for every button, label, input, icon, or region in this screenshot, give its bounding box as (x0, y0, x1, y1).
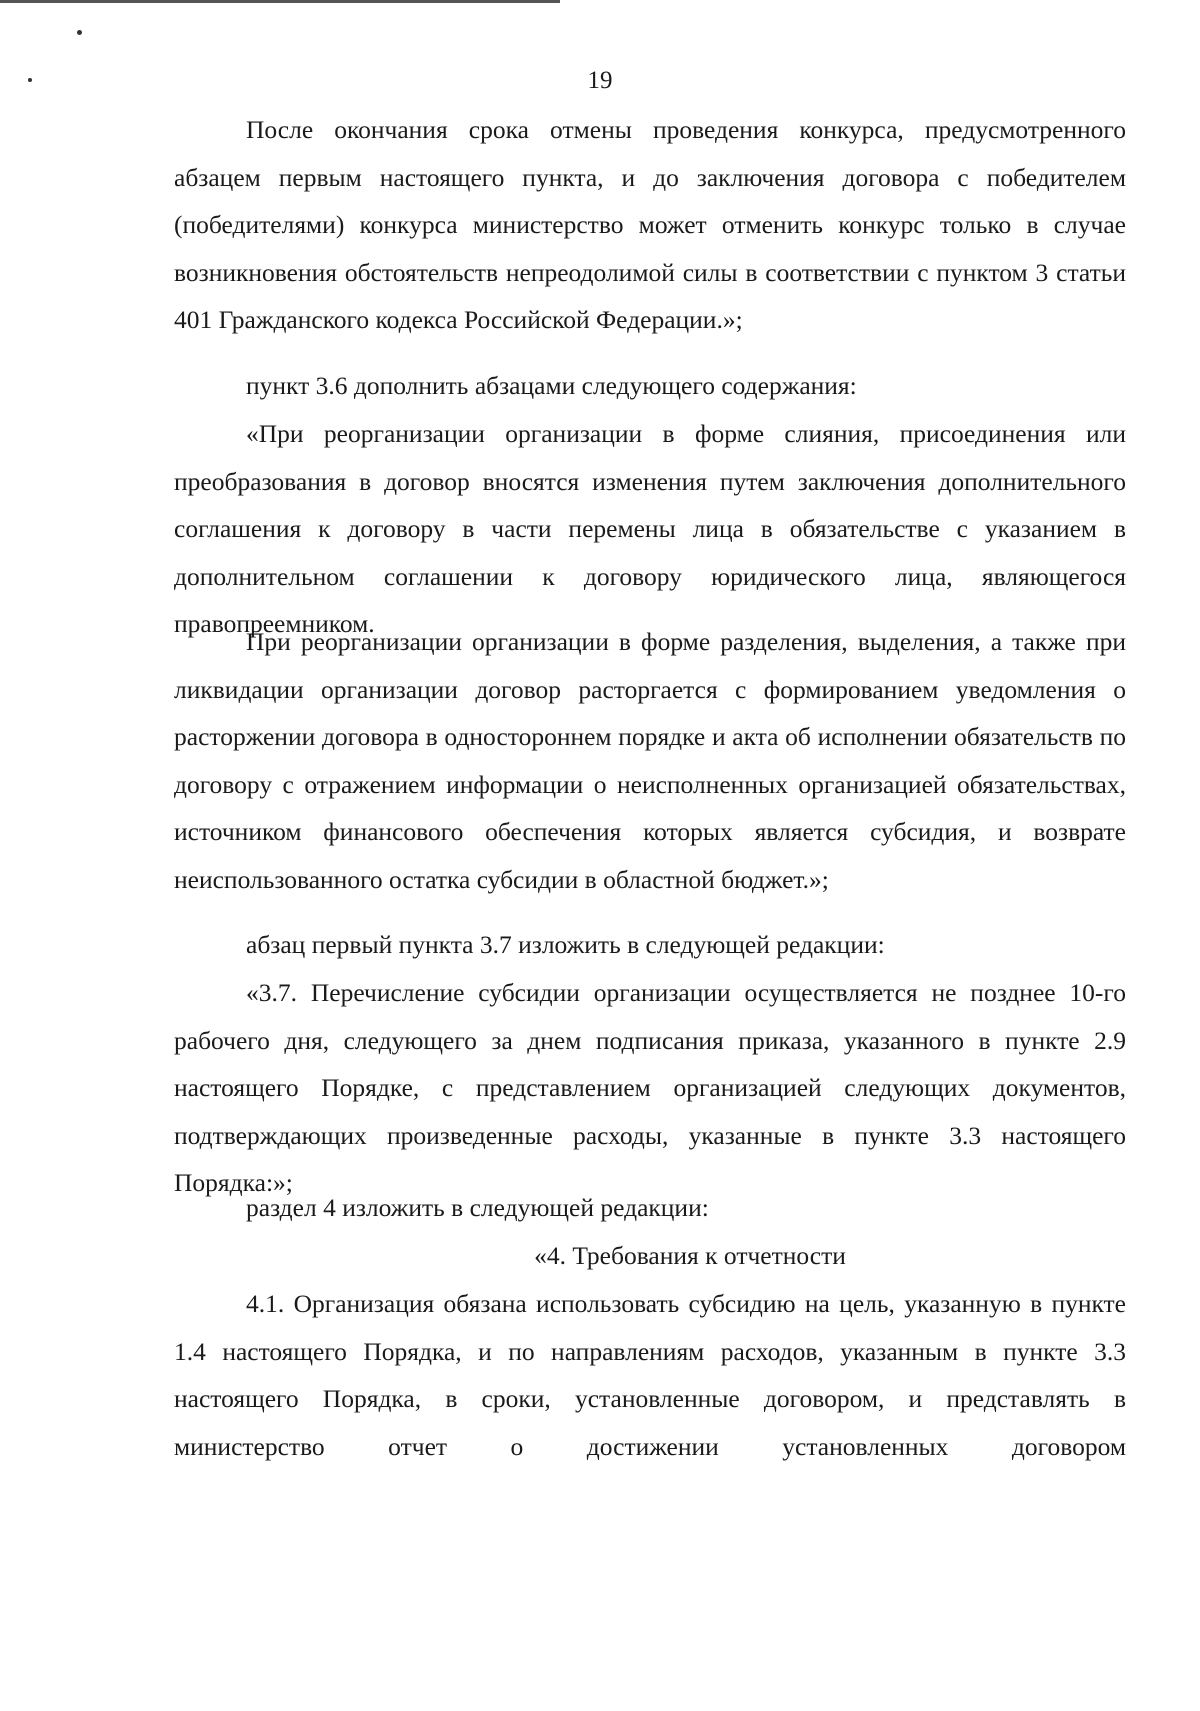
paragraph-amend-section-4: раздел 4 изложить в следующей редакции: (246, 1193, 709, 1222)
paragraph-amend-3-6: пункт 3.6 дополнить абзацами следующего содержания: (246, 371, 857, 400)
paragraph-reorganization-merger: «При реорганизации организации в форме слияния, присоединения или преобразования в договор вносятся изменения путем заключения дополнительного соглашения к договору в части перемены лица в обязательстве с указанием в дополнительном соглашении к договору юридического лица, являющегося правопреемником. (174, 419, 1126, 639)
paragraph-contest-cancellation: После окончания срока отмены проведения конкурса, предусмотренного абзацем первым настоящего пункта, и до заключения договора с победителем (победителями) конкурса министерство может отменить конкурс только в случае возникновения обстоятельств непреодолимой силы в соответствии с пунктом 3 статьи 401 Гражданского кодекса Российской Федерации.»; (174, 115, 1126, 335)
section-4-heading: «4. Требования к отчетности (534, 1241, 846, 1270)
scan-speck (77, 30, 82, 35)
paragraph-reorganization-division: При реорганизации организации в форме разделения, выделения, а также при ликвидации организации договор расторгается с формированием уведомления о расторжении договора в одностороннем порядке и акта об исполнении обязательств по договору с отражением информации о неисполненных организацией обязательствах, источником финансового обеспечения которых является субсидия, и возврате неиспользованного остатка субсидии в областной бюджет.»; (174, 627, 1126, 894)
scan-top-border (0, 0, 560, 3)
paragraph-amend-3-7: абзац первый пункта 3.7 изложить в следующей редакции: (246, 930, 885, 959)
paragraph-4-1: 4.1. Организация обязана использовать субсидию на цель, указанную в пункте 1.4 настоящего Порядка, и по направлениям расходов, указанным в пункте 3.3 настоящего Порядка, в сроки, установленные договором, и представлять в министерство отчет о достижении установленных договором (174, 1289, 1126, 1461)
page-number: 19 (587, 67, 613, 94)
paragraph-3-7-text: «3.7. Перечисление субсидии организации осуществляется не позднее 10-го рабочего дня, следующего за днем подписания приказа, указанного в пункте 2.9 настоящего Порядке, с представлением организацией следующих документов, подтверждающих произведенные расходы, указанные в пункте 3.3 настоящего Порядка:»; (174, 978, 1126, 1198)
